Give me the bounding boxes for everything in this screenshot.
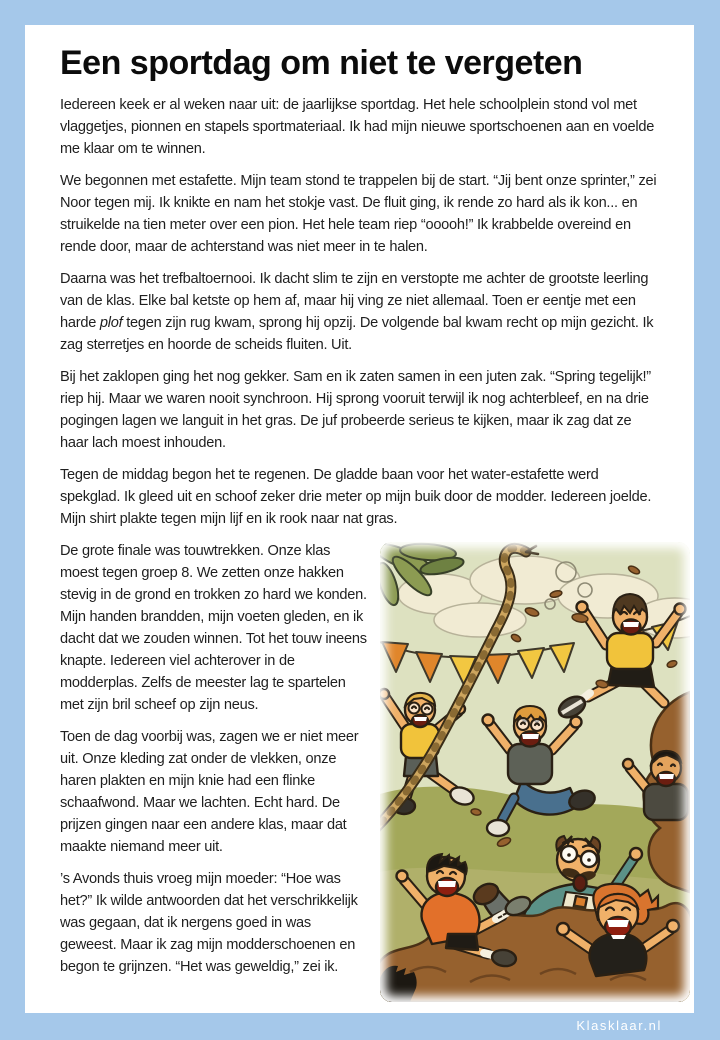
paragraph-3-after: tegen zijn rug kwam, sprong hij opzij. De volgende bal kwam recht op mijn gezicht. Ik zag sterretjes en hoorde de scheids fluiten. Uit. xyxy=(60,315,654,354)
paragraph-4: Bij het zaklopen ging het nog gekker. Sam en ik zaten samen in een juten zak. “Spring tegelijk!” riep hij. Maar we waren nooit synchroon. Hij sprong vooruit terwijl ik nog achterbleef, en na drie pogingen lagen we languit in het gras. De juf probeerde serieus te kijken, maar ik zag dat ze haar lach moest inhouden. xyxy=(60,369,651,452)
paragraph-3 xyxy=(60,268,660,356)
story-text xyxy=(60,94,660,978)
site-watermark: Klasklaar.nl xyxy=(576,1018,662,1033)
paragraph-5: Tegen de middag begon het te regenen. De gladde baan voor het water-estafette werd spekglad. Ik gleed uit en schoof zeker drie meter op mijn buik door de modder. Iedereen joelde. Mijn shirt plakte tegen mijn lijf en ik rook naar nat gras. xyxy=(60,467,652,528)
paragraph-8: ’s Avonds thuis vroeg mijn moeder: “Hoe was het?” Ik wilde antwoorden dat het verschrikkelijk was gegaan, dat ik nergens goed in was geweest. Maar ik zag mijn modderschoenen en begon te grijnzen. “Het was geweldig,” zei ik. xyxy=(60,871,358,976)
tug-of-war-mud-cartoon xyxy=(380,542,690,1002)
paragraph-7: Toen de dag voorbij was, zagen we er niet meer uit. Onze kleding zat onder de vlekken, onze haren plakten en mijn knie had een flinke schaafwond. Maar we lachten. Echt hard. De prijzen gingen naar een andere klas, maar dat maakte niemand meer uit. xyxy=(60,729,359,856)
sportdag-illustration xyxy=(380,542,690,1002)
page-title: Een sportdag om niet te vergeten xyxy=(60,44,583,82)
paragraph-3-italic-word: plof xyxy=(99,315,123,332)
paragraph-3-before: Daarna was het trefbaltoernooi. Ik dacht slim te zijn en verstopte me achter de grootste leerling van de klas. Elke bal ketste op hem af, maar hij ving ze niet allemaal. Toen er eentje met een harde xyxy=(60,271,649,332)
paragraph-6: De grote finale was touwtrekken. Onze klas moest tegen groep 8. We zetten onze hakken stevig in de grond en trokken zo hard we konden. Mijn handen brandden, mijn voeten gleden, en ik dacht dat we zouden winnen. Tot het touw ineens knapte. Iedereen viel achterover in de modderplas. Zelfs de meester lag te spartelen met zijn bril scheef op zijn neus. xyxy=(60,543,367,714)
paragraph-2: We begonnen met estafette. Mijn team stond te trappelen bij de start. “Jij bent onze sprinter,” zei Noor tegen mij. Ik knikte en nam het stokje vast. De fluit ging, ik rende zo hard als ik kon... en struikelde na tien meter over een pion. Het hele team riep “ooooh!” Ik krabbelde overeind en rende door, maar de achterstand was niet meer in te halen. xyxy=(60,173,657,256)
worksheet-page xyxy=(25,25,694,1013)
paragraph-1: Iedereen keek er al weken naar uit: de jaarlijkse sportdag. Het hele schoolplein stond vol met vlaggetjes, pionnen en stapels sportmateriaal. Ik had mijn nieuwe sportschoenen aan en voelde me klaar om te winnen. xyxy=(60,97,655,158)
